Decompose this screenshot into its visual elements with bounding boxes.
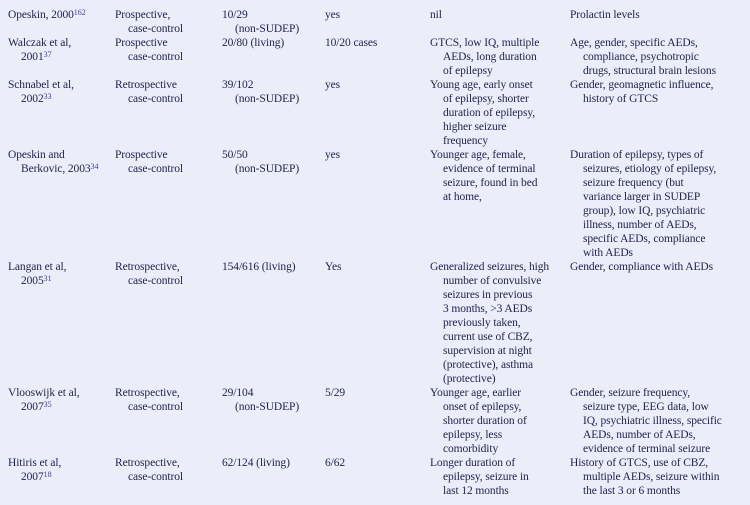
col6-cell: Gender, seizure frequency, seizure type, EEG data, low IQ, psychiatric illness, specific AEDs, number of AEDs, evidence of terminal seizure — [570, 387, 722, 455]
design-cell: Retrospective, case-control — [115, 387, 183, 413]
col6-cell: Duration of epilepsy, types of seizures, etiology of epilepsy, seizure frequency (but variance larger in SUDEP group), low IQ, psychiatric illness, number of AEDs, specific AEDs, compliance with AEDs — [570, 149, 717, 259]
design-cell: Prospective case-control — [115, 149, 183, 175]
col6-cell: Prolactin levels — [570, 9, 640, 21]
study-cell: Vlooswijk et al, 2007$^{35}$ — [8, 387, 80, 413]
col6-cell: History of GTCS, use of CBZ, multiple AEDs, seizure within the last 3 or 6 months — [570, 457, 720, 497]
cases-controls-cell: 10/29 (non-SUDEP) — [222, 9, 300, 35]
design-cell: Prospective, case-control — [115, 9, 183, 35]
reference-superscript: 31 — [43, 274, 52, 283]
col5-cell: Younger age, earlier onset of epilepsy, shorter duration of epilepsy, less comorbidity — [430, 387, 527, 455]
design-cell: Retrospective, case-control — [115, 261, 183, 287]
study-cell: Opeskin, 2000$^{162}$ — [8, 8, 86, 21]
table-row — [0, 386, 750, 456]
design-cell: Retrospective case-control — [115, 79, 183, 105]
cases-controls-cell: 39/102 (non-SUDEP) — [222, 79, 300, 105]
table-row — [0, 8, 750, 36]
reference-superscript: 162 — [73, 8, 86, 17]
design-cell: Retrospective, case-control — [115, 457, 183, 483]
study-cell: Walczak et al, 2001$^{37}$ — [8, 37, 72, 63]
table-row — [0, 148, 750, 260]
design-cell: Prospective case-control — [115, 37, 183, 63]
col4-cell: yes — [325, 79, 341, 91]
cases-controls-cell: 62/124 (living) — [222, 457, 290, 469]
col4-cell: 6/62 — [325, 457, 346, 469]
table-body — [0, 8, 750, 498]
reference-superscript: 35 — [43, 400, 52, 409]
col4-cell: 5/29 — [325, 387, 346, 399]
col5-cell: Young age, early onset of epilepsy, shorter duration of epilepsy, higher seizure frequency — [430, 79, 536, 147]
col6-cell: Age, gender, specific AEDs, compliance, psychotropic drugs, structural brain lesions — [570, 37, 716, 77]
col6-cell: Gender, compliance with AEDs — [570, 261, 714, 273]
cases-controls-cell: 29/104 (non-SUDEP) — [222, 387, 300, 413]
table-row — [0, 456, 750, 498]
col5-cell: nil — [430, 9, 442, 21]
col4-cell: yes — [325, 9, 341, 21]
reference-superscript: 34 — [90, 162, 99, 171]
col5-cell: GTCS, low IQ, multiple AEDs, long duration of epilepsy — [430, 37, 540, 77]
table-row — [0, 260, 750, 386]
col5-cell: Longer duration of epilepsy, seizure in last 12 months — [430, 457, 529, 497]
sudep-studies-table — [0, 8, 750, 498]
study-cell: Langan et al, 2005$^{31}$ — [8, 261, 67, 287]
cases-controls-cell: 50/50 (non-SUDEP) — [222, 149, 300, 175]
reference-superscript: 33 — [43, 92, 52, 101]
cases-controls-cell: 154/616 (living) — [222, 261, 296, 273]
col4-cell: 10/20 cases — [325, 37, 378, 49]
study-cell: Schnabel et al, 2002$^{33}$ — [8, 79, 74, 105]
study-cell: Hitiris et al, 2007$^{18}$ — [8, 457, 62, 483]
col4-cell: yes — [325, 149, 341, 161]
cases-controls-cell: 20/80 (living) — [222, 37, 285, 49]
reference-superscript: 37 — [43, 50, 52, 59]
col5-cell: Younger age, female, evidence of terminal seizure, found in bed at home, — [430, 149, 538, 203]
table-row — [0, 36, 750, 78]
col4-cell: Yes — [325, 261, 342, 273]
col6-cell: Gender, geomagnetic influence, history of GTCS — [570, 79, 714, 105]
study-cell: Opeskin and Berkovic, 2003$^{34}$ — [8, 149, 99, 175]
col5-cell: Generalized seizures, high number of convulsive seizures in previous 3 months, >3 AEDs previously taken, current use of CBZ, supervision at night (protective), asthma (protective) — [430, 261, 550, 385]
table-row — [0, 78, 750, 148]
reference-superscript: 18 — [43, 470, 52, 479]
